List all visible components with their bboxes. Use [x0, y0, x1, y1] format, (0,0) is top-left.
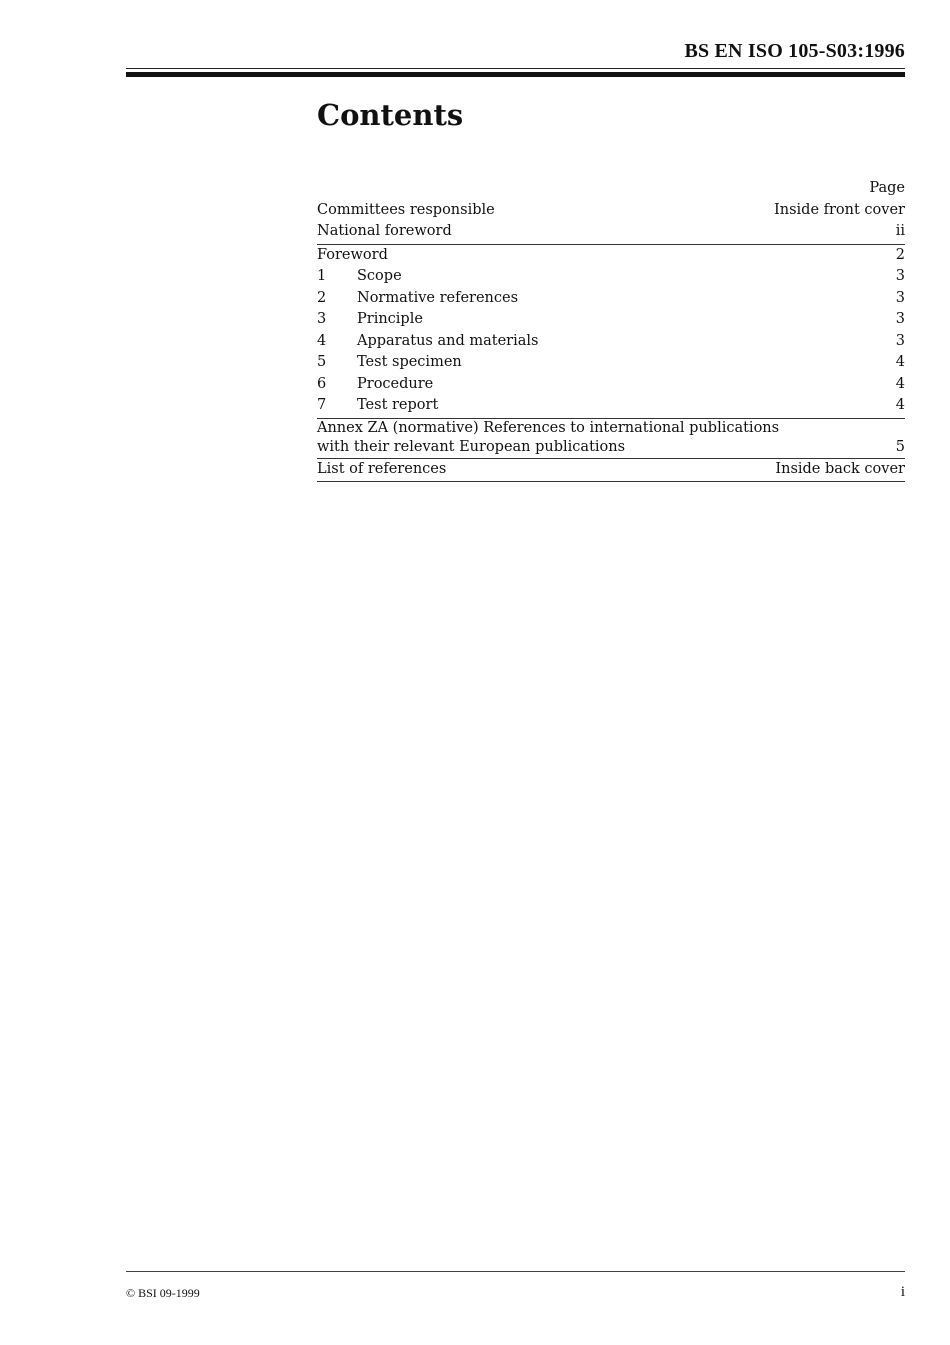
page-column-label: Page: [869, 180, 905, 196]
toc-entry-label: Scope: [357, 268, 402, 284]
toc-entry-number: 5: [317, 354, 327, 370]
toc-entry-page: Inside back cover: [775, 460, 905, 477]
toc-entry[interactable]: [317, 395, 905, 417]
toc-entry-label: Committees responsible: [317, 201, 495, 218]
toc-entry-label: List of references: [317, 460, 447, 477]
toc-entry[interactable]: [317, 245, 905, 267]
toc-entry-page: ii: [895, 223, 905, 239]
toc-group-back-matter: [317, 459, 905, 483]
toc-entry-page: Inside front cover: [774, 201, 905, 218]
annex-title-line1: Annex ZA (normative) References to international publications: [317, 419, 780, 436]
toc-entry-number: 6: [317, 375, 327, 392]
toc-entry-number: 7: [317, 397, 327, 413]
toc-entry-label: Procedure: [357, 375, 434, 392]
toc-entry-label: Test specimen: [357, 354, 462, 370]
table-of-contents: [317, 178, 905, 482]
page-title: Contents: [317, 98, 464, 132]
toc-entry[interactable]: [317, 309, 905, 331]
toc-entry-page: 5: [895, 438, 905, 455]
toc-entry-number: 2: [317, 289, 327, 306]
toc-entry-page: 3: [895, 332, 905, 349]
header-rule-thick: [126, 72, 905, 77]
toc-entry[interactable]: [317, 288, 905, 310]
toc-entry-page: 4: [895, 375, 905, 392]
copyright-notice: © BSI 09-1999: [126, 1286, 200, 1300]
toc-entry-page: 3: [895, 289, 905, 306]
toc-entry[interactable]: [317, 459, 905, 481]
page-number: i: [900, 1284, 905, 1300]
toc-entry-page: 4: [895, 397, 905, 413]
toc-entry-label: Test report: [357, 397, 439, 413]
toc-entry-label: Principle: [357, 311, 423, 327]
annex-title-line2: with their relevant European publications: [317, 438, 626, 455]
toc-entry-page: 3: [895, 268, 905, 284]
toc-entry-number: 1: [317, 268, 327, 284]
toc-entry[interactable]: [317, 221, 905, 243]
toc-entry-annex[interactable]: [317, 419, 905, 459]
header-rule-thin: [126, 68, 905, 69]
toc-entry-number: 3: [317, 311, 327, 327]
toc-entry-label: Apparatus and materials: [357, 332, 539, 349]
toc-entry[interactable]: [317, 200, 905, 222]
toc-group-front-matter: [317, 200, 905, 245]
toc-entry-number: 4: [317, 332, 327, 349]
toc-entry-page: 4: [895, 354, 905, 370]
toc-entry-label: Foreword: [317, 246, 388, 263]
toc-entry[interactable]: [317, 352, 905, 374]
toc-entry-page: 2: [895, 246, 905, 263]
toc-entry[interactable]: [317, 374, 905, 396]
toc-entry-page: 3: [895, 311, 905, 327]
toc-entry-label: Normative references: [357, 289, 519, 306]
toc-entry[interactable]: [317, 266, 905, 288]
toc-entry[interactable]: [317, 331, 905, 353]
toc-group-main: [317, 245, 905, 419]
footer-rule: [126, 1271, 905, 1272]
document-id: BS EN ISO 105-S03:1996: [684, 40, 905, 62]
toc-entry-label: National foreword: [317, 223, 452, 239]
